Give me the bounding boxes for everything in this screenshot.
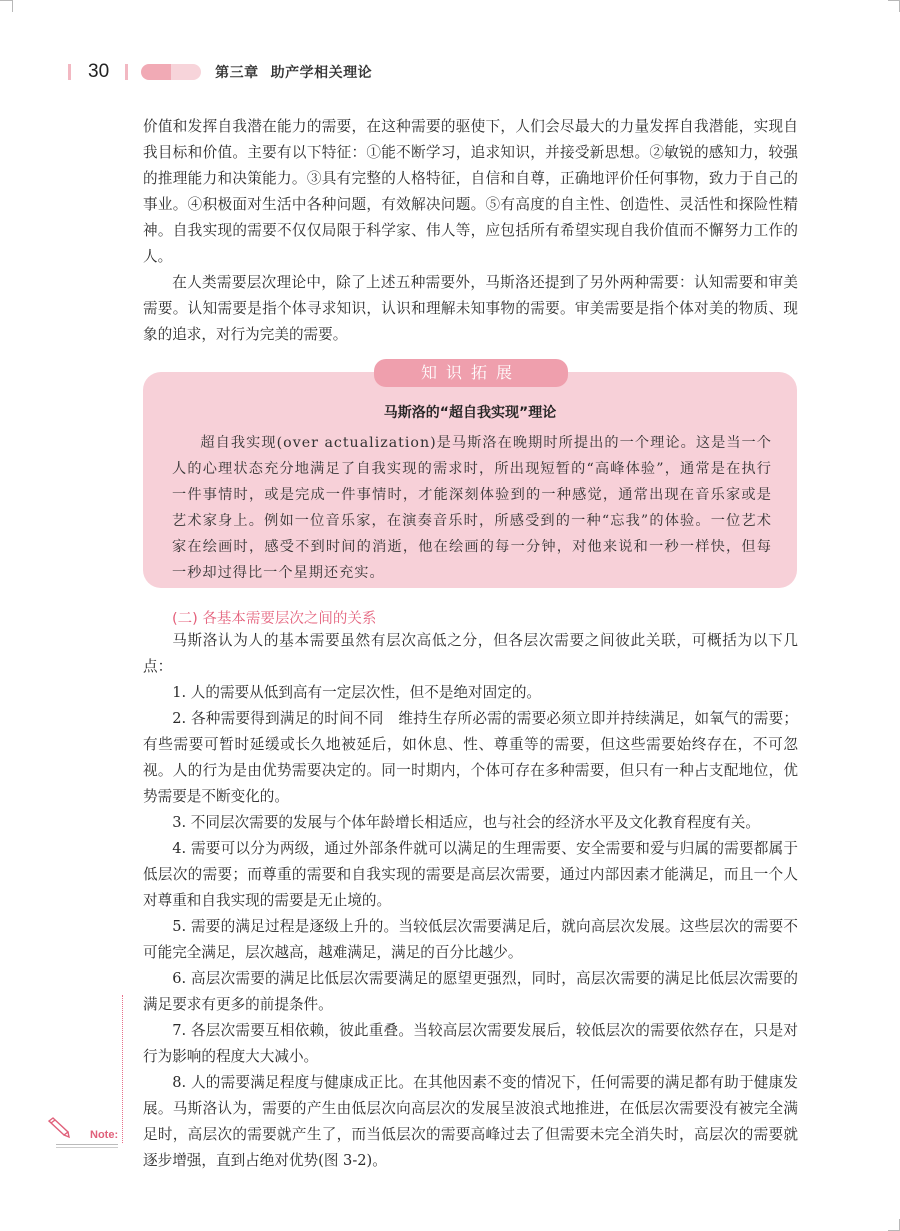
list-item: 1. 人的需要从低到高有一定层次性，但不是绝对固定的。 [172, 684, 542, 701]
section-intro: 马斯洛认为人的基本需要虽然有层次高低之分，但各层次需要之间彼此关联，可概括为以下几点： [143, 632, 798, 675]
chapter-title: 助产学相关理论 [270, 65, 373, 81]
header-bar-right [125, 64, 128, 80]
list-item: 4. 需要可以分为两级，通过外部条件就可以满足的生理需要、安全需要和爱与归属的需要都属于低层次的需要；而尊重的需要和自我实现的需要是高层次需要，通过内部因素才能满足，而且一个人对尊重和自我实现的需要是无止境的。 [143, 840, 798, 909]
list-item: 8. 人的需要满足程度与健康成正比。在其他因素不变的情况下，任何需要的满足都有助于健康发展。马斯洛认为，需要的产生由低层次向高层次的发展呈波浪式地推进，在低层次需要没有被完全满足时，高层次的需要就产生了，而当低层次的需要高峰过去了但需要未完全消失时，高层次的需要就逐步增强，直到占绝对优势(图 3-2)。 [143, 1074, 798, 1169]
header-bar-left [68, 64, 71, 80]
list-item: 2. 各种需要得到满足的时间不同 维持生存所必需的需要必须立即并持续满足，如氧气的需要；有些需要可暂时延缓或长久地被延后，如休息、性、尊重等的需要，但这些需要始终存在，不可忽视。人的行为是由优势需要决定的。同一时期内，个体可存在多种需要，但只有一种占支配地位，优势需要是不断变化的。 [143, 710, 798, 805]
section-heading: (二) 各基本需要层次之间的关系 [172, 611, 377, 627]
list-item: 7. 各层次需要互相依赖，彼此重叠。当较高层次需要发展后，较低层次的需要依然存在，只是对行为影响的程度大大减小。 [143, 1022, 798, 1065]
margin-dotted-line [122, 995, 123, 1143]
section-body [143, 628, 798, 1174]
paragraph-cognitive-aesthetic: 在人类需要层次理论中，除了上述五种需要外，马斯洛还提到了另外两种需要：认知需要和审美需要。认知需要是指个体寻求知识，认识和理解未知事物的需要。审美需要是指个体对美的物质、现象的追求，对行为完美的需要。 [143, 274, 798, 343]
note-underline-2 [56, 1147, 118, 1148]
intro-text [143, 114, 798, 348]
page-number: 30 [88, 61, 110, 82]
chapter-label: 第三章 [215, 65, 259, 81]
knowledge-extension-body [172, 430, 772, 586]
note-label: Note: [90, 1129, 119, 1141]
list-item: 5. 需要的满足过程是逐级上升的。当较低层次需要满足后，就向高层次发展。这些层次的需要不可能完全满足，层次越高，越难满足，满足的百分比越少。 [143, 918, 798, 961]
page-header [68, 62, 372, 82]
note-underline [56, 1144, 118, 1145]
knowledge-extension-tab: 知识拓展 [374, 359, 568, 387]
paragraph-self-actualization: 价值和发挥自我潜在能力的需要，在这种需要的驱使下，人们会尽最大的力量发挥自我潜能，实现自我目标和价值。主要有以下特征：①能不断学习，追求知识，并接受新思想。②敏锐的感知力，较强的推理能力和决策能力。③具有完整的人格特征，自信和自尊，正确地评价任何事物，致力于自己的事业。④积极面对生活中各种问题，有效解决问题。⑤有高度的自主性、创造性、灵活性和探险性精神。自我实现的需要不仅仅局限于科学家、伟人等，应包括所有希望实现自我价值而不懈努力工作的人。 [143, 118, 798, 265]
crop-mark-top-left [0, 0, 13, 12]
header-decoration [141, 64, 201, 80]
chapter-heading [215, 62, 372, 82]
crop-mark-bottom-right [888, 1219, 900, 1231]
knowledge-extension-title: 马斯洛的“超自我实现”理论 [383, 405, 557, 421]
list-item: 3. 不同层次需要的发展与个体年龄增长相适应，也与社会的经济水平及文化教育程度有关。 [172, 814, 760, 831]
pen-icon [46, 1117, 72, 1139]
list-item: 6. 高层次需要的满足比低层次需要满足的愿望更强烈，同时，高层次需要的满足比低层次需要的满足要求有更多的前提条件。 [143, 970, 798, 1013]
knowledge-extension-paragraph: 超自我实现(over actualization)是马斯洛在晚期时所提出的一个理论。这是当一个人的心理状态充分地满足了自我实现的需求时，所出现短暂的“高峰体验”，通常是在执行一件事情时，或是完成一件事情时，才能深刻体验到的一种感觉，通常出现在音乐家或是艺术家身上。例如一位音乐家，在演奏音乐时，所感受到的一种“忘我”的体验。一位艺术家在绘画时，感受不到时间的消逝，他在绘画的每一分钟，对他来说和一秒一样快，但每一秒却过得比一个星期还充实。 [172, 435, 772, 581]
margin-note [46, 1117, 118, 1147]
crop-mark-top-right [888, 0, 900, 12]
